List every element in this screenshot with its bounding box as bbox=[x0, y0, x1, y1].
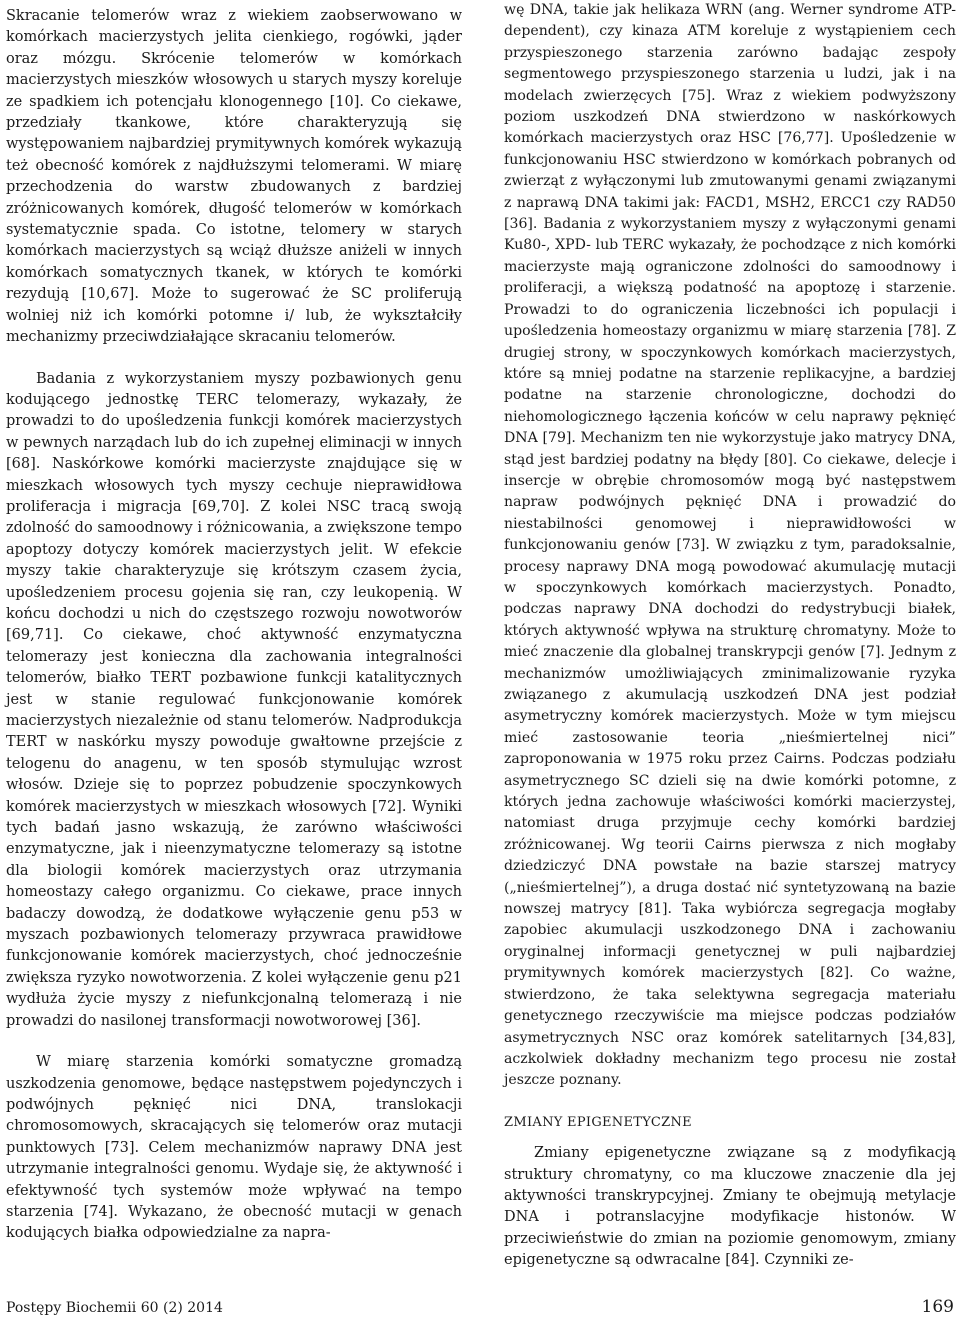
left-column bbox=[6, 6, 462, 1245]
section-paragraph: Zmiany epigenetyczne związane są z modyfikacją struktury chromatyny, co ma kluczowe znaczenie dla jej aktywności transkrypcyjnej. Zmiany te obejmują metylacje DNA i potranslacyjne modyfikacje histonów. W przeciwieństwie do zmian na poziomie genomowym, zmiany epigenetyczne są odwracalne [84]. Czynniki ze- bbox=[504, 1145, 956, 1269]
right-paragraph-1: wę DNA, takie jak helikaza WRN (ang. Werner syndrome ATP-dependent), czy kinaza ATM koreluje z wystąpieniem cech przyspieszonego starzenia zarówno badając zespoły segmentowego przyspieszonego starzenia u ludzi, jak i na modelach zwierzęcych [75]. Wraz z wiekiem podwyższony poziom uszkodzeń DNA stwierdzono w naskórkowych komórkach macierzystych oraz HSC [76,77]. Upośledzenie w funkcjonowaniu HSC stwierdzono w komórkach pobranych od zwierząt z wyłączonymi lub zmutowanymi genami związanymi z naprawą DNA takimi jak: FACD1, MSH2, ERCC1 czy RAD50 [36]. Badania z wykorzystaniem myszy z wyłączonymi genami Ku80-, XPD- lub TERC wykazały, że pochodzące z nich komórki macierzyste mają ograniczone zdolności do samoodnowy i proliferacji, a większą podatność na apoptozę i starzenie. Prowadzi to do ograniczenia liczebności ich populacji i upośledzenia homeostazy organizmu w miarę starzenia [78]. Z drugiej strony, w spoczynkowych komórkach macierzystych, które są mniej podatne na starzenie replikacyjne, a bardziej podatne na starzenie chronologiczne, dochodzi do niehomologicznego łączenia końców w celu naprawy pęknięć DNA [79]. Mechanizm ten nie wykorzystuje jako matrycy DNA, stąd jest bardziej podatny na błędy [80]. Co ciekawe, delecje i insercje w obrębie chromosomów mogą być następstwem napraw podwójnych pęknięć DNA i prowadzić do niestabilności genomowej i nieprawidłowości w funkcjonowaniu genów [73]. W związku z tym, paradoksalnie, procesy naprawy DNA mogą powodować akumulację mutacji w spoczynkowych komórkach macierzystych. Ponadto, podczas naprawy DNA dochodzi do redystrybucji białek, których aktywność wpływa na strukturę chromatyny. Może to mieć znaczenie dla globalnej transkrypcji genów [7]. Jednym z mechanizmów umożliwiających zminimalizowanie ryzyka związanego z akumulacją uszkodzeń DNA jest podział asymetryczny komórek macierzystych. Może w tym miejscu mieć zastosowanie teoria „nieśmiertelnej nici” zaproponowania w 1975 roku przez Cairns. Podczas podziału asymetrycznego SC dzieli się na dwie komórki potomne, z których jedna zachowuje właściwości komórki macierzystej, natomiast druga przyjmuje cechy komórki bardziej zróżnicowanej. Wg teorii Cairns pierwsza z nich mogłaby dziedziczyć DNA powstałe na bazie starszej matrycy („nieśmiertelnej”), a druga dostać nić syntetyzowaną na bazie nowszej matrycy [81]. Taka wybiórcza segregacja mogłaby zapobiec akumulacji uszkodzonego DNA i zachowaniu oryginalnej informacji genetycznej w puli najbardziej prymitywnych komórek macierzystych [82]. Co ważne, stwierdzono, że taka selektywna segregacja materiału genetycznego rzeczywiście ma miejsce podczas podziałów asymetrycznych NSC oraz komórek satelitarnych [34,83], aczkolwiek dokładny mechanizm tego procesu nie został jeszcze poznany. bbox=[504, 2, 956, 1089]
section-heading: ZMIANY EPIGENETYCZNE bbox=[504, 1114, 692, 1130]
left-paragraph-1: Skracanie telomerów wraz z wiekiem zaobserwowano w komórkach macierzystych jelita cienkiego, rogówki, jąder oraz mózgu. Skrócenie telomerów w komórkach macierzystych mieszków włosowych u starych myszy koreluje ze spadkiem ich potencjału klonogennego [10]. Co ciekawe, przedziały tkankowe, które charakteryzują się występowaniem najbardziej prymitywnych komórek wykazują też obecność komórek z najdłuższymi telomerami. W miarę przechodzenia do warstw zbudowanych z bardziej zróżnicowanych komórek, długość telomerów w komórkach systematycznie spada. Co istotne, telomery w starych komórkach macierzystych są wciąż dłuższe aniżeli w innych komórkach somatycznych tkanek, w których te komórki rezydują [10,67]. Może to sugerować że SC proliferują wolniej niż ich komórki potomne i/ lub, że wykształciły mechanizmy przeciwdziałające skracaniu telomerów. bbox=[6, 8, 462, 346]
right-column bbox=[504, 0, 956, 1272]
left-paragraph-3: W miarę starzenia komórki somatyczne gromadzą uszkodzenia genomowe, będące następstwem pojedynczych i podwójnych pęknięć nici DNA, translokacji chromosomowych, skracających się telomerów oraz mutacji punktowych [73]. Celem mechanizmów naprawy DNA jest utrzymanie integralności genomu. Wydaje się, że aktywność i efektywność tych systemów może wpływać na tempo starzenia [74]. Wykazano, że obecność mutacji w genach kodujących białka odpowiedzialne za napra- bbox=[6, 1054, 462, 1242]
footer-journal: Postępy Biochemii 60 (2) 2014 bbox=[6, 1300, 223, 1316]
page-number: 169 bbox=[921, 1297, 954, 1317]
left-paragraph-2: Badania z wykorzystaniem myszy pozbawionych genu kodującego jednostkę TERC telomerazy, wykazały, że prowadzi to do upośledzenia funkcji komórek macierzystych w pewnych narządach lub do ich zupełnej eliminacji w innych [68]. Naskórkowe komórki macierzyste znajdujące się w mieszkach włosowych tych myszy cechuje nieprawidłowa proliferacja i migracja [69,70]. Z kolei NSC tracą swoją zdolność do samoodnowy i różnicowania, a zwiększone tempo apoptozy dotyczy komórek macierzystych jelit. W efekcie myszy takie charakteryzuje się krótszym czasem życia, upośledzeniem procesu gojenia się ran, czy leukopenią. W końcu dochodzi u nich do częstszego rozwoju nowotworów [69,71]. Co ciekawe, choć aktywność enzymatyczna telomerazy jest konieczna dla zachowania integralności telomerów, białko TERT pozbawione funkcji katalitycznych jest w stanie regulować funkcjonowanie komórek macierzystych niezależnie od stanu telomerów. Nadprodukcja TERT w naskórku myszy powoduje gwałtowne przejście z telogenu do anagenu, w ten sposób stymulując wzrost włosów. Dzieje się to poprzez pobudzenie spoczynkowych komórek macierzystych w mieszkach włosowych [72]. Wyniki tych badań jasno wskazują, że zarówno właściwości enzymatyczne, jak i nieenzymatyczne telomerazy są istotne dla biologii komórek macierzystych oraz utrzymania homeostazy całego organizmu. Co ciekawe, prace innych badaczy dowodzą, że dodatkowe wyłączenie genu p53 w myszach pozbawionych telomerazy przywraca prawidłowe funkcjonowanie komórek macierzystych, choć jednocześnie zwiększa ryzyko nowotworzenia. Z kolei wyłączenie genu p21 wydłuża życie myszy z niefunkcjonalną telomerazą i nie prowadzi do nasilonej transformacji nowotworowej [36]. bbox=[6, 370, 462, 1029]
